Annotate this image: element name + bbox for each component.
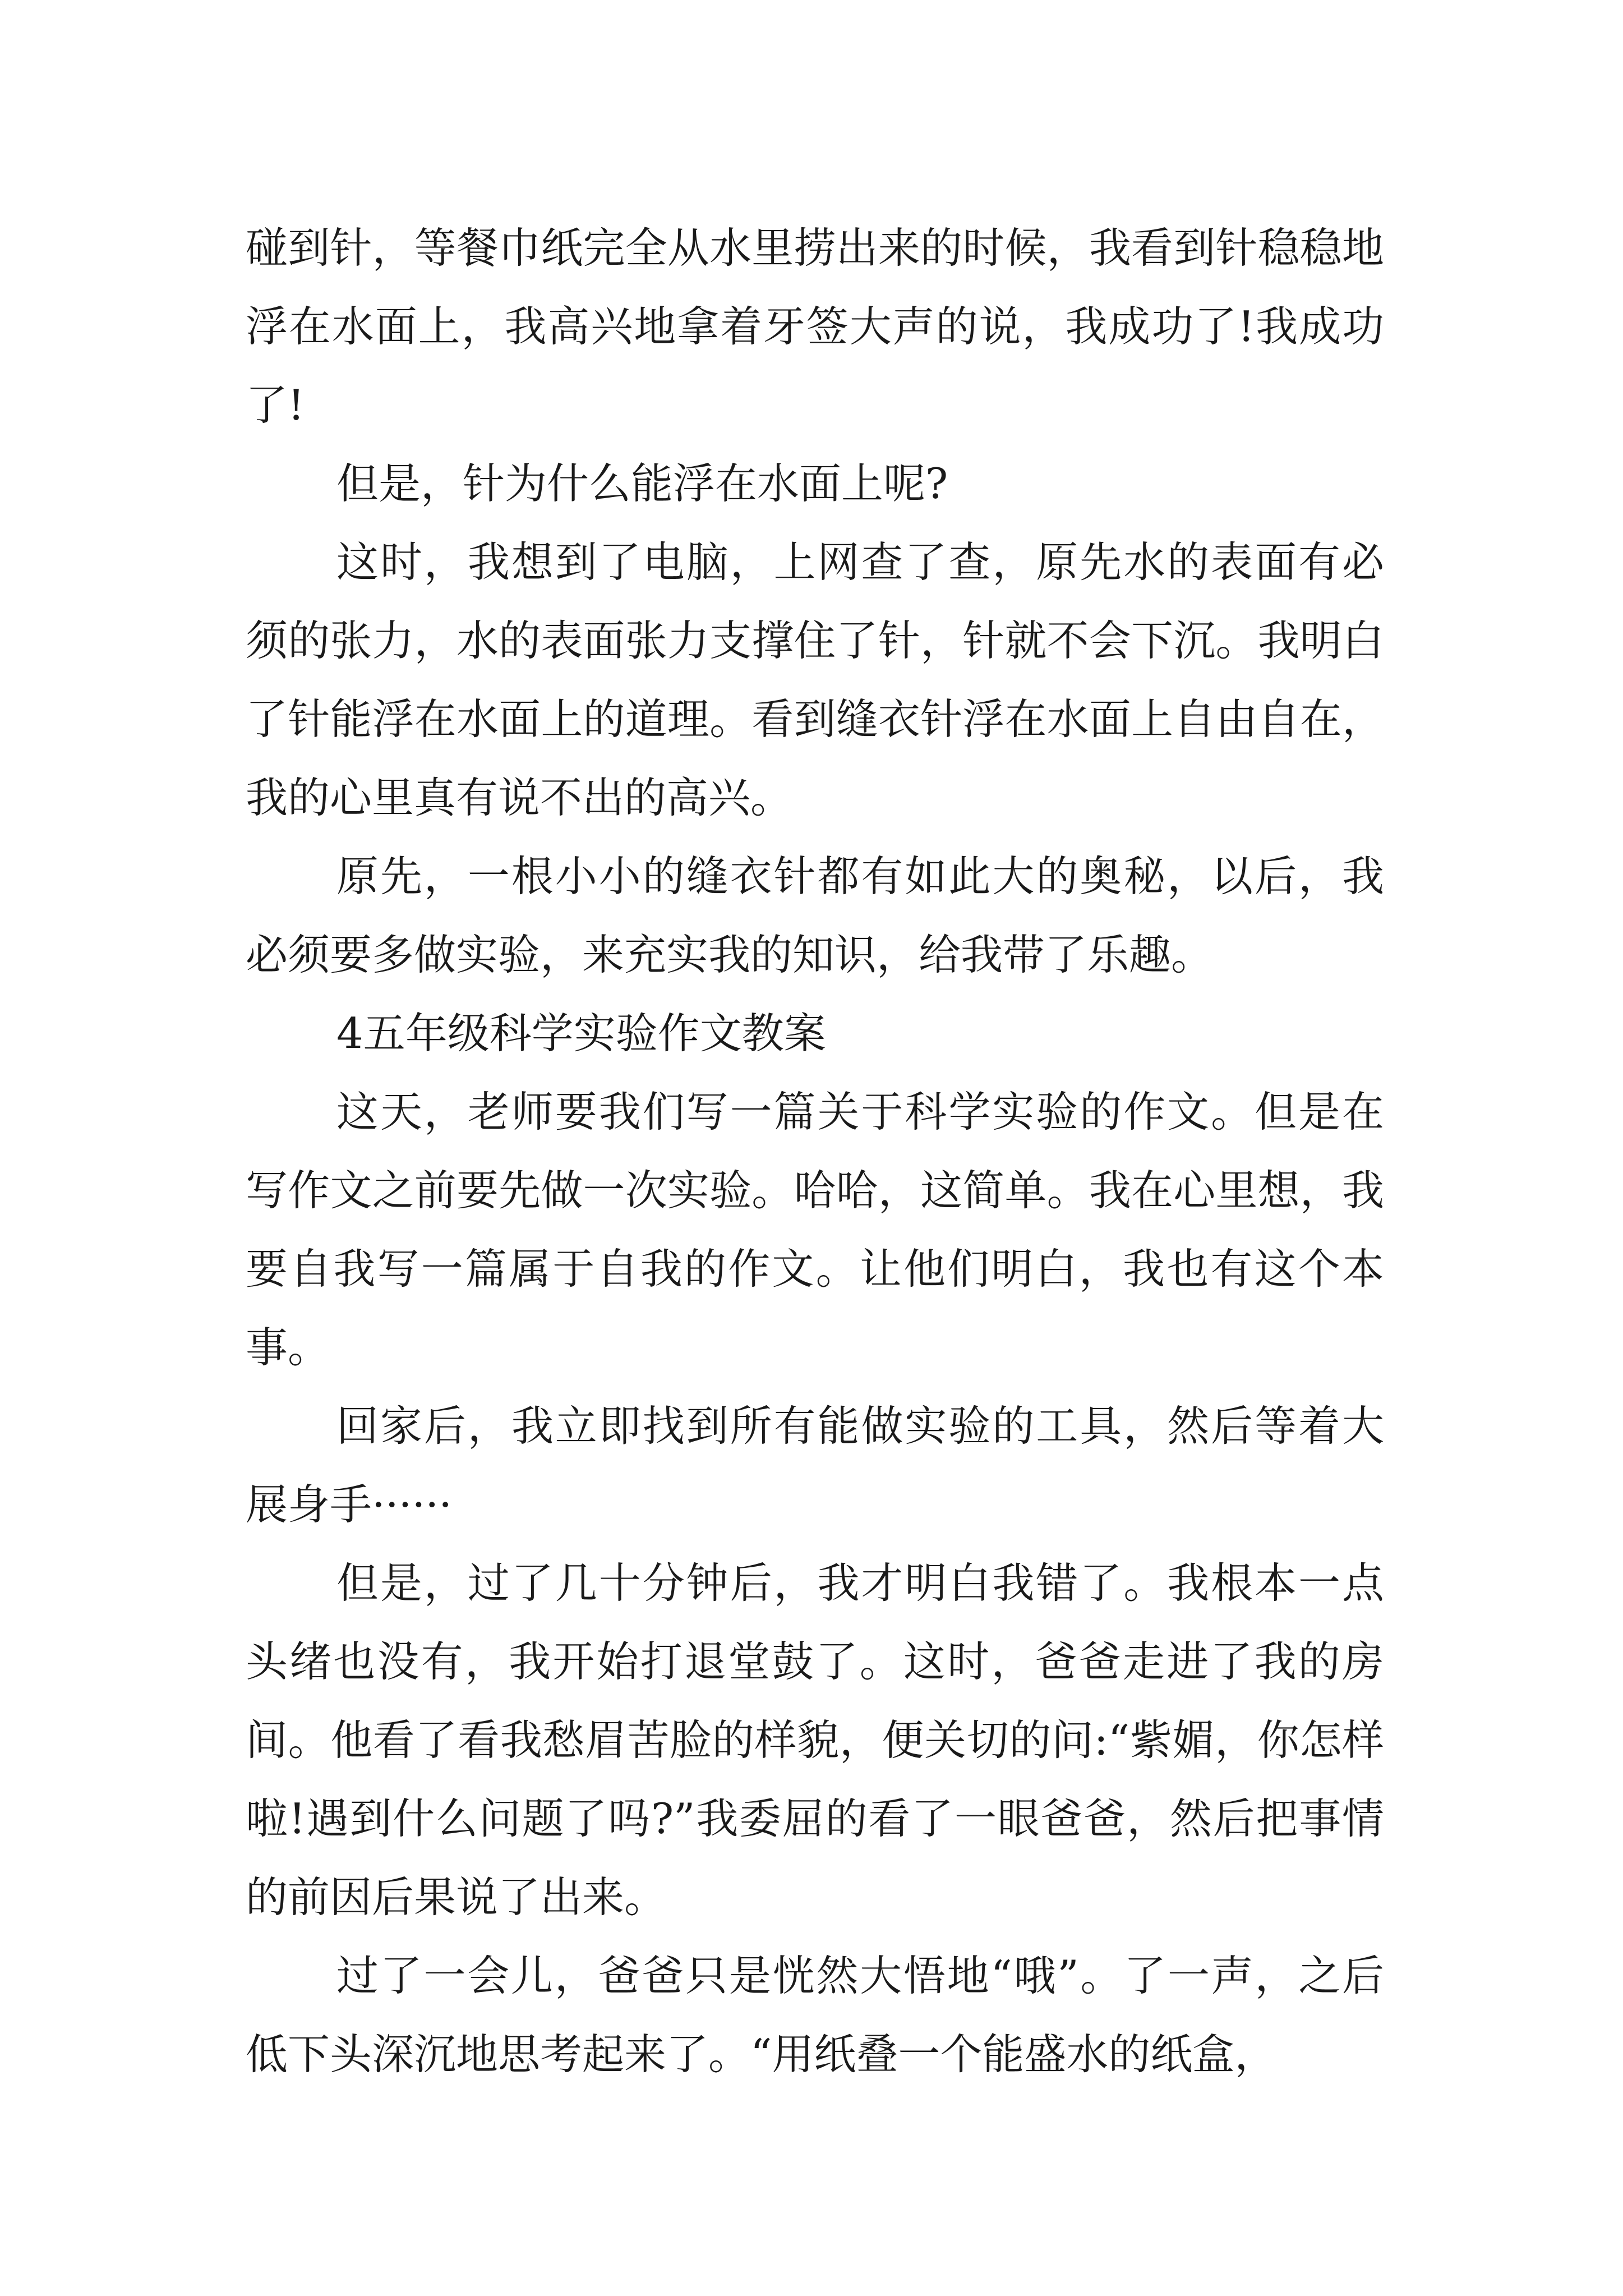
paragraph: 这天，老师要我们写一篇关于科学实验的作文。但是在写作文之前要先做一次实验。哈哈，这简单。我在心里想，我要自我写一篇属于自我的作文。让他们明白，我也有这个本事。 <box>246 1087 1384 1372</box>
paragraph: 过了一会儿，爸爸只是恍然大悟地“哦”。了一声，之后低下头深沉地思考起来了。“用纸叠一个能盛水的纸盒， <box>246 1951 1384 2079</box>
paragraph-continuation: 碰到针，等餐巾纸完全从水里捞出来的时候，我看到针稳稳地浮在水面上，我高兴地拿着牙签大声的说，我成功了!我成功了! <box>246 223 1384 430</box>
document-body <box>246 209 1384 2093</box>
paragraph: 但是，针为什么能浮在水面上呢? <box>336 459 948 508</box>
paragraph: 原先，一根小小的缝衣针都有如此大的奥秘，以后，我必须要多做实验，来充实我的知识，给我带了乐趣。 <box>246 852 1384 979</box>
paragraph: 回家后，我立即找到所有能做实验的工具，然后等着大展身手······ <box>246 1401 1384 1529</box>
paragraph: 这时，我想到了电脑，上网查了查，原先水的表面有必须的张力，水的表面张力支撑住了针，针就不会下沉。我明白了针能浮在水面上的道理。看到缝衣针浮在水面上自由自在，我的心里真有说不出的高兴。 <box>246 537 1384 822</box>
section-heading: 4五年级科学实验作文教案 <box>336 1009 826 1058</box>
paragraph: 但是，过了几十分钟后，我才明白我错了。我根本一点头绪也没有，我开始打退堂鼓了。这时，爸爸走进了我的房间。他看了看我愁眉苦脸的样貌，便关切的问:“紫媚，你怎样啦!遇到什么问题了吗?”我委屈的看了一眼爸爸，然后把事情的前因后果说了出来。 <box>246 1558 1384 1922</box>
